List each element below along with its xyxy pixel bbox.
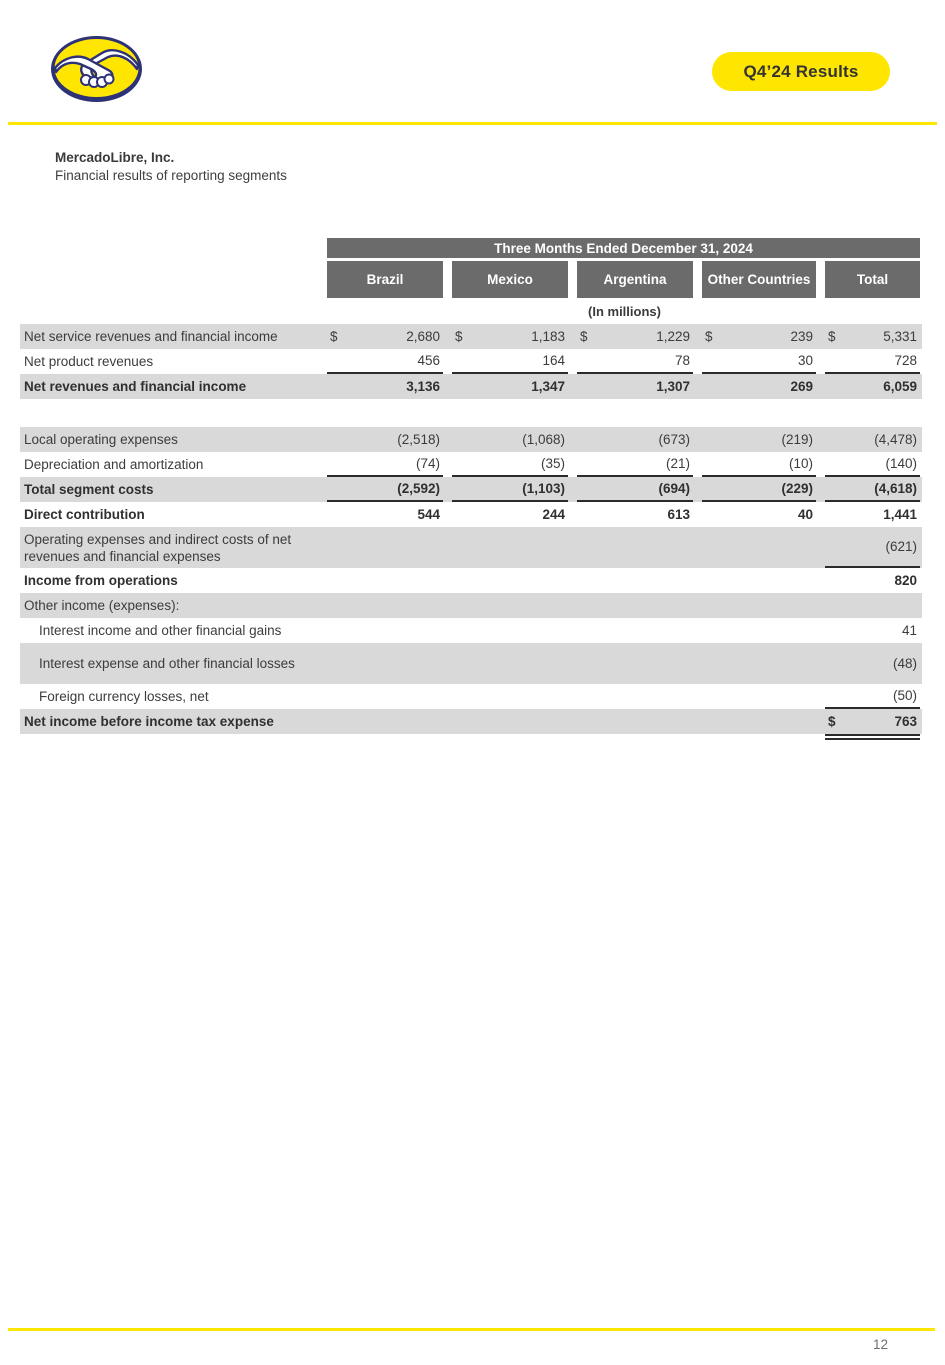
amount-cell [327,568,452,593]
amount-cell-inner [702,349,816,374]
amount-cell [702,709,825,734]
amount-cell-inner [452,684,568,709]
amount-cell [825,427,922,452]
amount-value: (74) [415,456,440,471]
amount-cell [327,709,452,734]
segments-table [20,238,922,740]
amount-cell-inner [327,618,443,643]
amount-cell [825,374,922,399]
amount-cell-inner [452,502,568,527]
amount-cell [327,427,452,452]
row-label [20,477,327,502]
amount-cell [825,324,922,349]
amount-cell [452,452,577,477]
amount-cell [825,709,922,734]
amount-cell-inner [577,452,693,477]
amount-cell [327,684,452,709]
amount-cell [577,374,702,399]
amount-cell [702,452,825,477]
amount-cell-inner [825,374,920,399]
amount-cell-inner [452,477,568,502]
amount-cell-inner [452,527,568,568]
amount-value: (10) [788,456,813,471]
empty-cell [20,298,327,324]
amount-cell [702,427,825,452]
amount-cell [327,502,452,527]
row-label-text: Direct contribution [24,507,145,522]
amount-cell-inner [327,427,443,452]
amount-value: (50) [892,688,917,703]
quarter-results-badge: Q4’24 Results [712,52,890,91]
amount-cell [825,502,922,527]
currency-symbol: $ [828,329,836,344]
row-label-text: Foreign currency losses, net [39,689,209,704]
amount-cell-inner [452,324,568,349]
amount-cell-inner [825,709,920,734]
row-label-text: Net income before income tax expense [24,714,274,729]
amount-value: 244 [542,507,565,522]
amount-cell [452,568,577,593]
amount-cell-inner [702,593,816,618]
table-row [20,618,922,643]
amount-cell-inner [452,593,568,618]
amount-cell-inner [577,684,693,709]
amount-cell-inner [577,427,693,452]
amount-cell [577,618,702,643]
amount-cell-inner [452,349,568,374]
amount-cell-inner [825,477,920,502]
row-label-text: Interest expense and other financial losses [39,656,295,671]
amount-cell-inner [702,568,816,593]
empty-header-cell [20,238,327,258]
amount-cell-inner [327,568,443,593]
amount-cell-inner [577,527,693,568]
column-header-label: Brazil [327,261,443,298]
table-row [20,427,922,452]
amount-value: (621) [885,539,917,554]
currency-symbol: $ [705,329,713,344]
amount-cell-inner [452,709,568,734]
page-header [0,0,945,103]
amount-cell-inner [825,643,920,684]
amount-value: (229) [781,481,813,496]
row-label-text: Total segment costs [24,482,154,497]
page-number: 12 [872,1337,888,1352]
amount-cell [452,374,577,399]
row-label [20,709,327,734]
amount-cell [702,324,825,349]
column-header-other-countries [702,261,825,298]
amount-value: 728 [894,353,917,368]
row-label [20,684,327,709]
amount-cell [702,477,825,502]
amount-cell [702,527,825,568]
row-label-text: Depreciation and amortization [24,457,204,472]
amount-cell-inner [702,324,816,349]
row-label-text: Interest income and other financial gains [39,623,282,638]
amount-cell [452,593,577,618]
amount-value: 2,680 [406,329,440,344]
amount-cell-inner [577,568,693,593]
unit-note: (In millions) [588,303,661,319]
amount-cell-inner [452,618,568,643]
report-subtitle: Financial results of reporting segments [55,168,287,183]
amount-cell [825,349,922,374]
amount-cell-inner [577,324,693,349]
amount-cell [577,477,702,502]
amount-value: (140) [885,456,917,471]
amount-cell-inner [825,324,920,349]
amount-cell [452,427,577,452]
column-header-brazil [327,261,452,298]
amount-value: (21) [665,456,690,471]
amount-cell [452,349,577,374]
amount-cell-inner [825,618,920,643]
amount-value: 1,229 [656,329,690,344]
row-label [20,374,327,399]
amount-cell-inner [702,684,816,709]
amount-cell-inner [702,527,816,568]
amount-cell-inner [702,374,816,399]
amount-value: 1,441 [883,507,917,522]
amount-cell [577,684,702,709]
amount-cell [577,709,702,734]
amount-cell-inner [577,643,693,684]
amount-cell-inner [702,452,816,477]
amount-value: (219) [781,432,813,447]
amount-cell [825,618,922,643]
amount-cell [327,324,452,349]
row-label [20,568,327,593]
amount-value: 269 [790,379,813,394]
double-underline [825,734,920,740]
amount-cell-inner [452,643,568,684]
row-label [20,427,327,452]
amount-cell-inner [327,593,443,618]
amount-value: (2,592) [397,481,440,496]
period-header: Three Months Ended December 31, 2024 [327,238,920,258]
column-header-label: Total [825,261,920,298]
amount-value: 456 [417,353,440,368]
amount-cell-inner [577,709,693,734]
currency-symbol: $ [580,329,588,344]
table-row [20,568,922,593]
amount-value: 6,059 [883,379,917,394]
amount-cell [452,618,577,643]
amount-cell-inner [702,502,816,527]
amount-cell-inner [327,374,443,399]
row-label [20,502,327,527]
column-header-argentina [577,261,702,298]
row-label-text: Other income (expenses): [24,598,180,613]
amount-cell [452,684,577,709]
amount-cell-inner [452,568,568,593]
amount-cell [577,324,702,349]
amount-cell-inner [825,684,920,709]
row-label [20,593,327,618]
row-label [20,643,327,684]
table-period-row [20,238,922,258]
table-body [20,324,922,734]
table-unit-row [20,298,922,324]
amount-cell [577,349,702,374]
amount-value: 164 [542,353,565,368]
amount-value: (694) [658,481,690,496]
amount-cell [825,593,922,618]
amount-cell [702,374,825,399]
row-label [20,324,327,349]
footer-divider [8,1328,935,1331]
row-label-text: Net service revenues and financial income [24,329,278,344]
table-row [20,477,922,502]
column-header-label: Mexico [452,261,568,298]
amount-cell [825,477,922,502]
table-row [20,684,922,709]
amount-cell-inner [825,593,920,618]
amount-cell [577,643,702,684]
amount-cell [825,643,922,684]
amount-cell-inner [327,324,443,349]
amount-cell-inner [327,709,443,734]
amount-cell-inner [577,593,693,618]
amount-value: 3,136 [406,379,440,394]
amount-cell [825,568,922,593]
amount-cell-inner [702,709,816,734]
column-header-mexico [452,261,577,298]
amount-value: 1,347 [531,379,565,394]
column-header-total [825,261,922,298]
amount-cell [702,568,825,593]
amount-cell-inner [327,527,443,568]
amount-value: 1,307 [656,379,690,394]
amount-cell-inner [452,427,568,452]
amount-value: (2,518) [397,432,440,447]
amount-value: (4,618) [874,481,917,496]
amount-cell [702,618,825,643]
amount-cell-inner [825,349,920,374]
amount-cell [825,527,922,568]
table-row [20,452,922,477]
amount-cell-inner [452,374,568,399]
amount-value: 239 [790,329,813,344]
amount-cell-inner [702,618,816,643]
amount-cell [577,568,702,593]
table-row [20,643,922,684]
amount-cell-inner [327,349,443,374]
amount-cell [702,684,825,709]
row-label [20,349,327,374]
amount-cell-inner [702,643,816,684]
company-name: MercadoLibre, Inc. [55,150,175,165]
amount-cell [452,477,577,502]
amount-cell [327,477,452,502]
amount-cell [702,502,825,527]
currency-symbol: $ [455,329,463,344]
row-label-text: Operating expenses and indirect costs of net revenues and financial expenses [24,531,292,564]
amount-cell [327,349,452,374]
table-column-header-row [20,261,922,298]
amount-cell-inner [825,427,920,452]
amount-cell-inner [702,477,816,502]
row-label-text: Local operating expenses [24,432,178,447]
currency-symbol: $ [828,714,836,729]
amount-value: 1,183 [531,329,565,344]
amount-cell-inner [327,452,443,477]
amount-cell [327,643,452,684]
amount-value: 820 [894,573,917,588]
amount-cell-inner [825,527,920,568]
amount-value: (673) [658,432,690,447]
amount-cell [702,593,825,618]
amount-value: (4,478) [874,432,917,447]
row-label-text: Income from operations [24,573,178,588]
amount-value: 41 [901,623,917,638]
table-spacer [20,399,922,427]
amount-value: 763 [894,714,917,729]
amount-cell-inner [327,477,443,502]
amount-cell-inner [577,502,693,527]
amount-value: 78 [674,353,690,368]
amount-cell [577,502,702,527]
amount-value: (1,103) [522,481,565,496]
row-label [20,618,327,643]
amount-cell-inner [327,684,443,709]
amount-cell-inner [825,502,920,527]
amount-value: 30 [797,353,813,368]
row-label [20,527,327,568]
amount-cell [452,709,577,734]
mercadolibre-logo handshake-icon [50,35,143,103]
header-divider [8,122,937,125]
amount-cell [577,452,702,477]
amount-cell [452,643,577,684]
amount-value: 5,331 [883,329,917,344]
amount-cell [452,527,577,568]
table-row [20,349,922,374]
amount-cell-inner [327,643,443,684]
amount-cell [825,684,922,709]
table-row [20,324,922,349]
amount-value: 544 [417,507,440,522]
amount-cell-inner [702,427,816,452]
empty-header-cell [20,261,327,298]
column-header-label: Other Countries [702,261,816,298]
amount-cell [452,324,577,349]
row-label [20,452,327,477]
amount-value: 613 [667,507,690,522]
amount-value: 40 [797,507,813,522]
amount-cell [327,618,452,643]
table-row [20,374,922,399]
amount-cell-inner [577,374,693,399]
amount-value: (48) [892,656,917,671]
amount-cell-inner [825,568,920,593]
column-header-label: Argentina [577,261,693,298]
amount-cell-inner [452,452,568,477]
amount-cell-inner [327,502,443,527]
amount-cell [702,643,825,684]
amount-cell-inner [577,349,693,374]
row-label-text: Net revenues and financial income [24,379,247,394]
amount-cell [702,349,825,374]
table-row [20,593,922,618]
amount-cell [577,527,702,568]
amount-cell [577,427,702,452]
amount-cell [577,593,702,618]
row-label-text: Net product revenues [24,354,154,369]
amount-cell-inner [825,452,920,477]
amount-cell-inner [577,477,693,502]
currency-symbol: $ [330,329,338,344]
amount-cell [327,374,452,399]
amount-cell [327,593,452,618]
table-row [20,709,922,734]
amount-cell [327,527,452,568]
amount-value: (35) [540,456,565,471]
title-block [55,149,945,185]
amount-cell-inner [577,618,693,643]
amount-cell [452,502,577,527]
table-row [20,527,922,568]
table-row [20,502,922,527]
amount-cell [327,452,452,477]
amount-cell [825,452,922,477]
amount-value: (1,068) [522,432,565,447]
